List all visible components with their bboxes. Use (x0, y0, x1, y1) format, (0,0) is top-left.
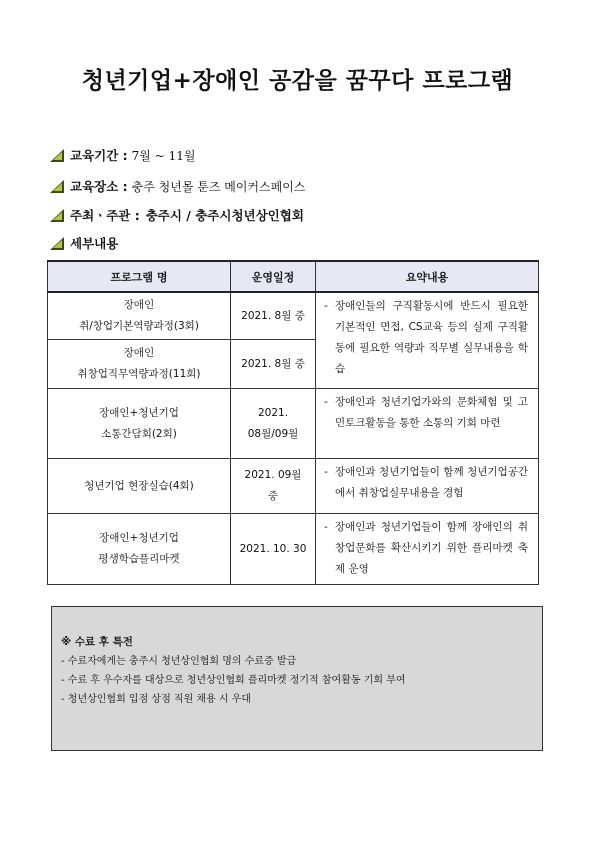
schedule-cell: 2021. 8월 중 (231, 292, 316, 340)
table-row (48, 514, 539, 585)
host-label: 주최ㆍ주관 : (70, 208, 140, 223)
schedule-cell: 2021. 09월 중 (231, 459, 316, 514)
notice-item: - 수료자에게는 충주시 청년상인협회 명의 수료증 발급 (61, 656, 297, 667)
notice-item: - 수료 후 우수자를 대상으로 청년상인협회 플리마켓 정기적 참여활동 기회 부여 (61, 675, 406, 686)
schedule-cell: 2021. 08월/09월 (231, 389, 316, 459)
benefits-notice-box (51, 606, 543, 751)
table-row (48, 292, 539, 340)
info-detail (50, 234, 118, 252)
program-name-cell: 장애인 취창업직무역량과정(11회) (48, 340, 231, 389)
host-value: 충주시 / 충주시청년상인협회 (145, 208, 304, 223)
page-title: 청년기업+장애인 공감을 꿈꾸다 프로그램 (81, 68, 514, 94)
program-name-cell: 장애인+청년기업 소통간담회(2회) (48, 389, 231, 459)
period-label: 교육기간 : (70, 148, 128, 163)
summary-cell: - 장애인과 청년기업가와의 문화체험 및 고민토크활동을 통한 소통의 기회 마련 (316, 389, 539, 459)
info-period (50, 146, 195, 164)
program-name-cell: 장애인 취/창업기본역량과정(3회) (48, 292, 231, 340)
table-row (48, 459, 539, 514)
summary-cell: - 장애인들의 구직활동시에 반드시 필요한 기본적인 면접, CS교육 등의 실제 구직활동에 필요한 역량과 직무별 실무내용을 학습 (316, 292, 539, 389)
program-table (47, 260, 539, 585)
schedule-cell: 2021. 8월 중 (231, 340, 316, 389)
table-row (48, 389, 539, 459)
header-schedule: 운영일정 (231, 261, 316, 292)
place-label: 교육장소 : (70, 179, 128, 194)
info-place (50, 177, 305, 195)
place-value: 충주 청년몰 툰즈 메이커스페이스 (131, 179, 306, 194)
header-summary: 요약내용 (316, 261, 539, 292)
summary-cell: - 장애인과 청년기업들이 함께 청년기업공간에서 취창업실무내용을 경험 (316, 459, 539, 514)
detail-label: 세부내용 (70, 236, 119, 251)
triangle-bullet-icon (50, 237, 64, 250)
table-header-row (48, 261, 539, 292)
info-host (50, 206, 304, 224)
summary-cell: - 장애인과 청년기업들이 함께 장애인의 취창업문화를 확산시키기 위한 플리마켓 축제 운영 (316, 514, 539, 585)
notice-title: ※ 수료 후 특전 (61, 636, 133, 648)
period-value: 7월 ~ 11월 (131, 148, 196, 163)
notice-item: - 청년상인협회 입점 상점 직원 채용 시 우대 (61, 694, 252, 705)
program-name-cell: 장애인+청년기업 평생학습플리마켓 (48, 514, 231, 585)
triangle-bullet-icon (50, 209, 64, 222)
program-name-cell: 청년기업 현장실습(4회) (48, 459, 231, 514)
triangle-bullet-icon (50, 149, 64, 162)
schedule-cell: 2021. 10. 30 (231, 514, 316, 585)
triangle-bullet-icon (50, 180, 64, 193)
header-program-name: 프로그램 명 (48, 261, 231, 292)
